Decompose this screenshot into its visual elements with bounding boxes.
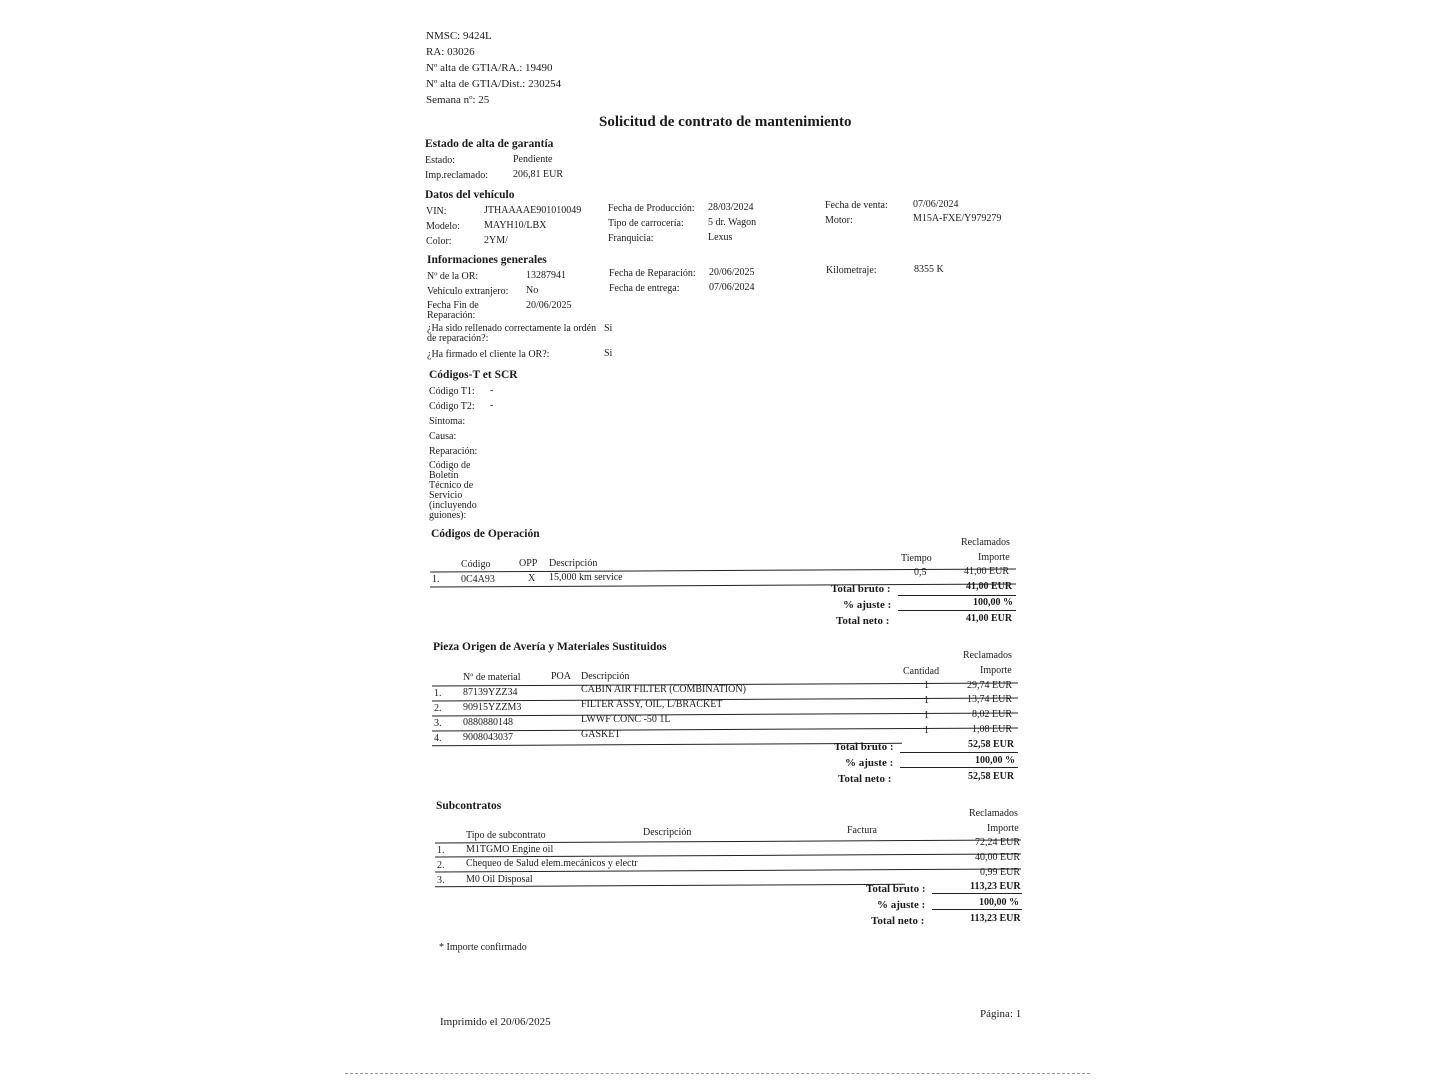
table-row-num: 3.	[434, 718, 442, 729]
boletin-line: Código de	[429, 460, 471, 471]
reparacion-value: 20/06/2025	[709, 267, 755, 278]
t2-label: Código T2:	[429, 401, 475, 412]
reparacion-label: Fecha de Reparación:	[609, 268, 696, 279]
boletin-line: (incluyendo	[429, 500, 477, 511]
total-rule	[898, 610, 1016, 611]
table-row-desc: FILTER ASSY, OIL, L/BRACKET	[581, 699, 723, 710]
subcontratos-neto-label: Total neto :	[871, 915, 925, 927]
table-row-desc: 15,000 km service	[549, 572, 623, 583]
ra-code: RA: 03026	[426, 46, 475, 58]
table-row-num: 2.	[437, 860, 445, 871]
table-row-importe: 1,08 EUR	[972, 724, 1012, 735]
page-edge-divider	[345, 1073, 1090, 1074]
fin-value: 20/06/2025	[526, 300, 572, 311]
t2-value: -	[490, 400, 494, 411]
boletin-line: Boletín	[429, 470, 459, 481]
vin-label: VIN:	[426, 206, 447, 217]
col-importe: Importe	[978, 552, 1010, 563]
table-row-cantidad: 1	[924, 680, 929, 691]
table-row-material: 0880880148	[463, 717, 513, 728]
operacion-ajuste-label: % ajuste :	[843, 599, 892, 611]
table-row-tipo: M1TGMO Engine oil	[466, 844, 554, 855]
motor-label: Motor:	[825, 215, 853, 226]
table-row-rule	[432, 727, 1018, 731]
reparacion-t-label: Reparación:	[429, 446, 478, 457]
table-row-rule	[432, 697, 1018, 701]
table-row-tipo: Chequeo de Salud elem.mecánicos y electr	[466, 858, 638, 869]
col-factura: Factura	[847, 825, 877, 836]
imp-reclamado-value: 206,81 EUR	[513, 169, 563, 180]
col-importe: Importe	[987, 823, 1019, 834]
q2-label: ¿Ha firmado el cliente la OR?:	[427, 349, 550, 360]
imp-reclamado-label: Imp.reclamado:	[425, 170, 489, 181]
q1-value: Si	[604, 323, 613, 334]
entrega-label: Fecha de entrega:	[609, 283, 680, 294]
km-value: 8355 K	[914, 264, 944, 275]
carroceria-label: Tipo de carrocería:	[608, 218, 684, 229]
color-value: 2YM/	[484, 235, 508, 246]
piezas-bruto-value: 52,58 EUR	[968, 739, 1015, 750]
entrega-value: 07/06/2024	[709, 282, 755, 293]
table-row-material: 9008043037	[463, 732, 513, 743]
table-row-opp: X	[528, 573, 536, 584]
table-row-importe: 8,02 EUR	[972, 709, 1012, 720]
alta-ra: Nº alta de GTIA/RA.: 19490	[426, 62, 553, 74]
table-row-desc: LWWF CONC -50 1L	[581, 714, 671, 725]
table-row-num: 1.	[437, 845, 445, 856]
printed-date: Imprimido el 20/06/2025	[440, 1016, 551, 1028]
garantia-heading: Estado de alta de garantía	[425, 138, 554, 150]
operacion-bruto-label: Total bruto :	[831, 583, 891, 595]
operacion-bruto-value: 41,00 EUR	[966, 581, 1013, 592]
col-tiempo: Tiempo	[901, 553, 932, 564]
subcontratos-heading: Subcontratos	[436, 800, 502, 812]
operacion-neto-label: Total neto :	[836, 615, 890, 627]
table-row-tipo: M0 Oil Disposal	[466, 874, 533, 885]
table-row-num: 1.	[432, 574, 440, 585]
semana: Semana nº: 25	[426, 94, 490, 106]
table-row-rule	[435, 868, 1021, 872]
table-row-importe: 0,99 EUR	[980, 867, 1020, 878]
subcontratos-ajuste-value: 100,00 %	[979, 897, 1019, 908]
table-row-num: 3.	[437, 875, 445, 886]
table-row-rule	[432, 743, 902, 746]
operacion-neto-value: 41,00 EUR	[966, 613, 1013, 624]
modelo-label: Modelo:	[426, 221, 460, 232]
boletin-line: Técnico de	[429, 480, 474, 491]
operacion-ajuste-value: 100,00 %	[973, 597, 1013, 608]
table-row-importe: 29,74 EUR	[967, 680, 1012, 691]
carroceria-value: 5 dr. Wagon	[708, 217, 757, 228]
fin-label	[427, 301, 479, 321]
km-label: Kilometraje:	[826, 265, 877, 276]
vin-value: JTHAAAAE901010049	[484, 205, 582, 216]
piezas-reclamados: Reclamados	[963, 650, 1012, 661]
piezas-bruto-label: Total bruto :	[834, 741, 894, 753]
t1-value: -	[490, 385, 494, 396]
subcontratos-neto-value: 113,23 EUR	[970, 913, 1021, 924]
table-row-rule	[432, 712, 1018, 716]
motor-value: M15A-FXE/Y979279	[913, 213, 1002, 224]
fin-label-line: Fecha Fin de	[427, 300, 479, 311]
boletin-label	[429, 461, 477, 521]
q1-label-line: ¿Ha sido rellenado correctamente la ordén	[427, 323, 597, 334]
total-rule	[932, 909, 1022, 910]
fin-label-line: Reparación:	[427, 310, 476, 321]
piezas-ajuste-label: % ajuste :	[845, 757, 894, 769]
sintoma-label: Síntoma:	[429, 416, 466, 427]
causa-label: Causa:	[429, 431, 457, 442]
extranjero-value: No	[526, 285, 539, 296]
col-material: Nº de material	[463, 672, 521, 683]
footnote: * Importe confirmado	[439, 942, 527, 953]
or-label: Nº de la OR:	[427, 271, 479, 282]
venta-value: 07/06/2024	[913, 199, 959, 210]
franquicia-label: Franquicia:	[608, 233, 654, 244]
col-cantidad: Cantidad	[903, 666, 940, 677]
q1-label	[427, 324, 596, 344]
color-label: Color:	[426, 236, 452, 247]
table-row-desc: GASKET	[581, 729, 621, 740]
table-row-num: 2.	[434, 703, 442, 714]
table-row-codigo: 0C4A93	[461, 574, 495, 585]
piezas-heading: Pieza Origen de Avería y Materiales Sustituidos	[433, 641, 667, 653]
col-importe: Importe	[980, 665, 1012, 676]
table-row-importe: 40,00 EUR	[975, 852, 1020, 863]
boletin-line: Servicio	[429, 490, 463, 501]
page-number: Página: 1	[980, 1008, 1022, 1020]
or-value: 13287941	[526, 270, 566, 281]
vehiculo-heading: Datos del vehículo	[425, 189, 515, 201]
franquicia-value: Lexus	[708, 232, 733, 243]
subcontratos-ajuste-label: % ajuste :	[877, 899, 926, 911]
table-row-tiempo: 0,5	[914, 567, 927, 578]
boletin-line: guiones):	[429, 510, 467, 521]
table-row-cantidad: 1	[924, 725, 929, 736]
total-rule	[898, 595, 1016, 596]
col-opp: OPP	[519, 558, 538, 569]
col-tipo: Tipo de subcontrato	[466, 830, 546, 841]
col-descripcion: Descripción	[581, 671, 630, 682]
table-row-material: 90915YZZM3	[463, 702, 522, 713]
table-row-cantidad: 1	[924, 695, 929, 706]
q1-label-line: de reparación?:	[427, 333, 489, 344]
operacion-reclamados: Reclamados	[961, 537, 1010, 548]
estado-value: Pendiente	[513, 154, 553, 165]
produccion-label: Fecha de Producción:	[608, 203, 695, 214]
extranjero-label: Vehículo extranjero:	[427, 286, 509, 297]
piezas-neto-label: Total neto :	[838, 773, 892, 785]
table-row-importe: 41,00 EUR	[964, 566, 1009, 577]
generales-heading: Informaciones generales	[427, 254, 547, 266]
col-poa: POA	[551, 671, 572, 682]
table-row-num: 1.	[434, 688, 442, 699]
estado-label: Estado:	[425, 155, 455, 166]
table-row-num: 4.	[434, 733, 442, 744]
table-header-rule	[430, 568, 1016, 572]
subcontratos-bruto-value: 113,23 EUR	[970, 881, 1021, 892]
total-rule	[900, 752, 1018, 753]
nmsc-code: NMSC: 9424L	[426, 30, 492, 42]
subcontratos-bruto-label: Total bruto :	[866, 883, 926, 895]
piezas-ajuste-value: 100,00 %	[975, 755, 1015, 766]
table-row-material: 87139YZZ34	[463, 687, 518, 698]
col-descripcion: Descripción	[643, 827, 692, 838]
venta-label: Fecha de venta:	[825, 200, 888, 211]
col-descripcion: Descripción	[549, 558, 598, 569]
piezas-neto-value: 52,58 EUR	[968, 771, 1015, 782]
total-rule	[900, 767, 1018, 768]
produccion-value: 28/03/2024	[708, 202, 754, 213]
table-row-importe: 13,74 EUR	[967, 694, 1012, 705]
q2-value: Si	[604, 348, 613, 359]
page-title: Solicitud de contrato de mantenimiento	[599, 114, 852, 130]
t1-label: Código T1:	[429, 386, 475, 397]
table-row-rule	[430, 583, 1016, 587]
codigos-t-heading: Códigos-T et SCR	[429, 369, 518, 381]
table-row-importe: 72,24 EUR	[975, 837, 1020, 848]
operacion-heading: Códigos de Operación	[431, 528, 540, 540]
table-row-cantidad: 1	[924, 710, 929, 721]
subcontratos-reclamados: Reclamados	[969, 808, 1018, 819]
modelo-value: MAYH10/LBX	[484, 220, 547, 231]
col-codigo: Código	[461, 559, 491, 570]
total-rule	[932, 893, 1022, 894]
alta-dist: Nº alta de GTIA/Dist.: 230254	[426, 78, 562, 90]
table-row-desc: CABIN AIR FILTER (COMBINATION)	[581, 684, 746, 695]
